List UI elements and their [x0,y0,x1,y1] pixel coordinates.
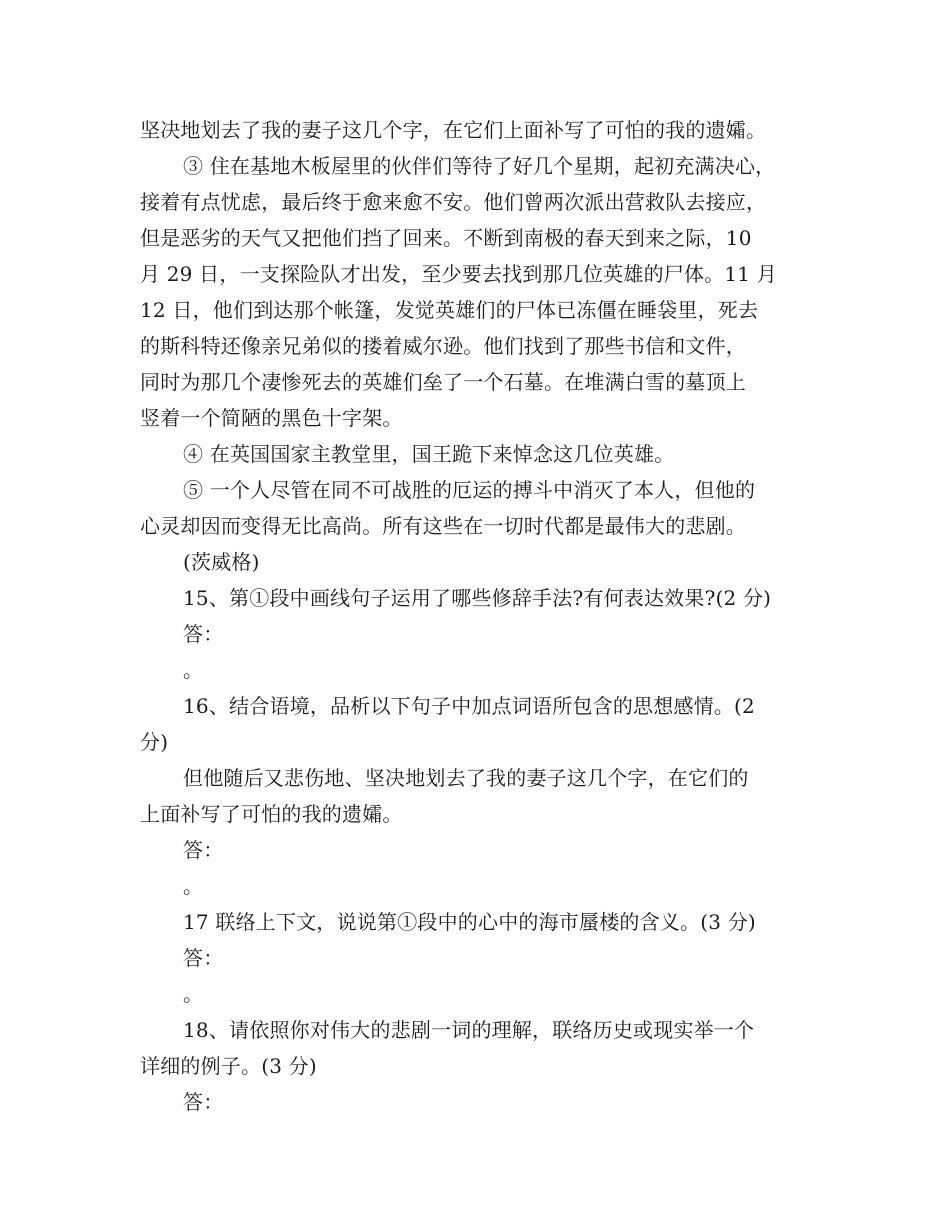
question-16: 16、结合语境，品析以下句子中加点词语所包含的思想感情。(2 [183,694,755,718]
question-18: 18、请依照你对伟大的悲剧一词的理解，联络历史或现实举一个 [183,1018,755,1042]
paragraph-5-line: ⑤ 一个人尽管在同不可战胜的厄运的搏斗中消灭了本人，但他的 [183,478,756,502]
text-line: 竖着一个简陋的黑色十字架。 [140,406,403,430]
answer-label: 答： [183,622,224,646]
answer-end-mark: 。 [183,658,204,682]
text-line: 同时为那几个凄惨死去的英雄们垒了一个石墓。在堆满白雪的墓顶上 [140,370,746,394]
paragraph-4-line: ④ 在英国国家主教堂里，国王跪下来悼念这几位英雄。 [183,442,675,466]
answer-end-mark: 。 [183,874,204,898]
answer-label: 答： [183,946,224,970]
text-line: 接着有点忧虑，最后终于愈来愈不安。他们曾两次派出营救队去接应， [140,190,767,214]
question-18-continued: 详细的例子。(3 分) [140,1054,317,1078]
question-16-continued: 分) [140,730,169,754]
text-line: 心灵却因而变得无比高尚。所有这些在一切时代都是最伟大的悲剧。 [140,514,746,538]
paragraph-3-line: ③ 住在基地木板屋里的伙伴们等待了好几个星期，起初充满决心， [183,154,776,178]
author-line: (茨威格) [183,550,260,574]
text-line: 月 29 日，一支探险队才出发，至少要去找到那几位英雄的尸体。11 月 [140,262,777,286]
question-15: 15、第①段中画线句子运用了哪些修辞手法?有何表达效果?(2 分) [183,586,772,610]
text-line: 12 日，他们到达那个帐篷，发觉英雄们的尸体已冻僵在睡袋里，死去 [140,298,759,322]
question-17: 17 联络上下文，说说第①段中的心中的海市蜃楼的含义。(3 分) [183,910,756,934]
answer-label: 答： [183,1090,224,1114]
quoted-sentence-continued: 上面补写了可怕的我的遗孀。 [140,802,403,826]
text-line: 但是恶劣的天气又把他们挡了回来。不断到南极的春天到来之际，10 [140,226,752,250]
text-line: 的斯科特还像亲兄弟似的搂着威尔逊。他们找到了那些书信和文件， [140,334,746,358]
quoted-sentence: 但他随后又悲伤地、坚决地划去了我的妻子这几个字，在它们的 [183,766,749,790]
answer-label: 答： [183,838,224,862]
answer-end-mark: 。 [183,982,204,1006]
text-line: 坚决地划去了我的妻子这几个字，在它们上面补写了可怕的我的遗孀。 [140,118,767,142]
